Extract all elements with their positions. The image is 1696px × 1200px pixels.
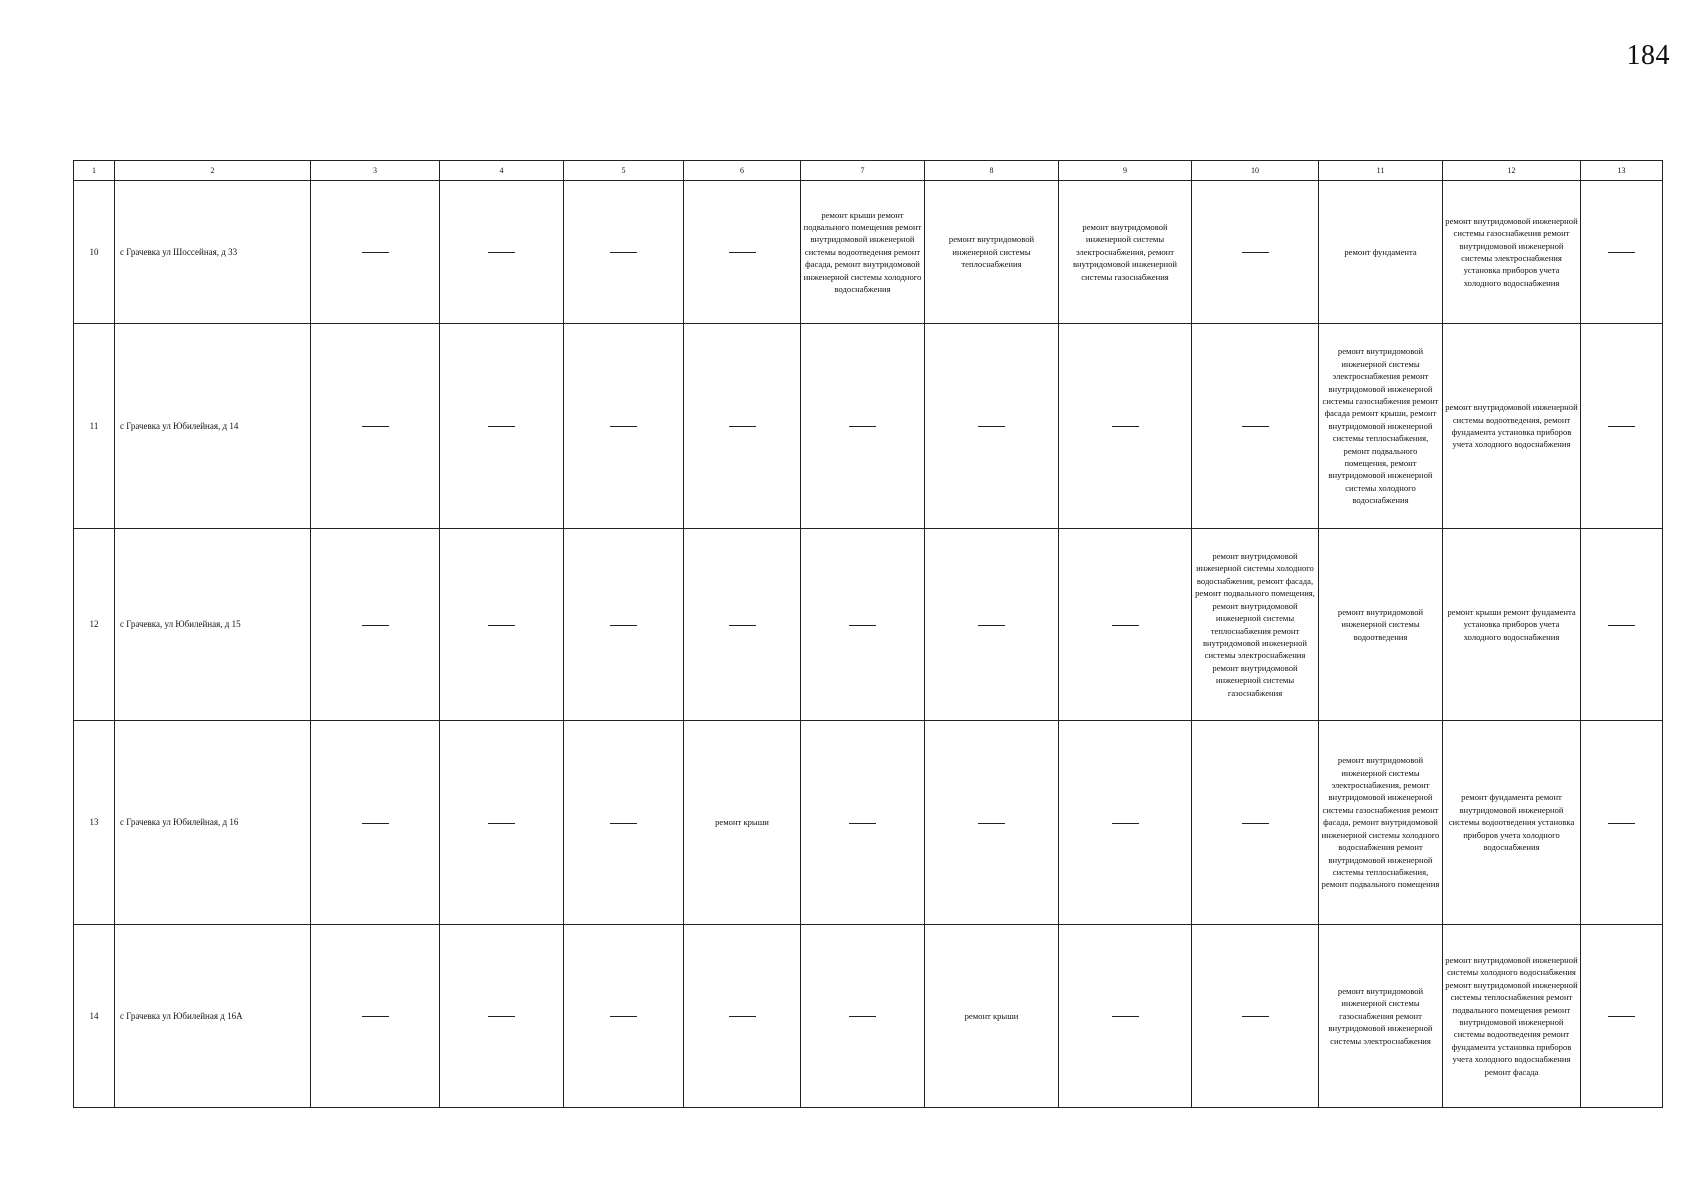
column-number: 8	[925, 161, 1059, 181]
column-number: 7	[801, 161, 925, 181]
dash-mark	[362, 625, 389, 626]
dash-mark	[978, 426, 1005, 427]
column-number: 11	[1319, 161, 1443, 181]
works-cell: ремонт крыши	[925, 925, 1059, 1108]
dash-mark	[1242, 1016, 1269, 1017]
repair-schedule-table	[73, 160, 1663, 1108]
column-number: 6	[684, 161, 801, 181]
dash-mark	[1112, 823, 1139, 824]
empty-cell	[1581, 721, 1663, 925]
works-cell: ремонт внутридомовой инженерной системы газоснабжения ремонт внутридомовой инженерной системы электроснабжения установка приборов учета холодного водоснабжения	[1443, 181, 1581, 324]
column-number: 3	[311, 161, 440, 181]
dash-mark	[488, 252, 515, 253]
column-number: 12	[1443, 161, 1581, 181]
column-number-row	[74, 161, 1663, 181]
address-cell: с Грачевка, ул Юбилейная, д 15	[115, 529, 311, 721]
dash-mark	[729, 625, 756, 626]
dash-mark	[1242, 252, 1269, 253]
empty-cell	[1059, 925, 1192, 1108]
address-cell: с Грачевка ул Юбилейная, д 16	[115, 721, 311, 925]
row-number: 10	[74, 181, 115, 324]
address-cell: с Грачевка ул Юбилейная, д 14	[115, 324, 311, 529]
empty-cell	[440, 529, 564, 721]
column-number: 10	[1192, 161, 1319, 181]
empty-cell	[311, 324, 440, 529]
works-cell: ремонт фундамента	[1319, 181, 1443, 324]
empty-cell	[311, 721, 440, 925]
empty-cell	[684, 324, 801, 529]
works-cell: ремонт внутридомовой инженерной системы электроснабжения ремонт внутридомовой инженерной системы газоснабжения ремонт фасада ремонт крыши, ремонт внутридомовой инженерной системы теплоснабжения, ремонт подвального помещения, ремонт внутридомовой инженерной системы холодного водоснабжения	[1319, 324, 1443, 529]
dash-mark	[849, 625, 876, 626]
works-cell: ремонт внутридомовой инженерной системы водоотведения, ремонт фундамента установка приборов учета холодного водоснабжения	[1443, 324, 1581, 529]
address-cell: с Грачевка ул Юбилейная д 16А	[115, 925, 311, 1108]
address-cell: с Грачевка ул Шоссейная, д 33	[115, 181, 311, 324]
empty-cell	[440, 324, 564, 529]
dash-mark	[1112, 426, 1139, 427]
empty-cell	[564, 925, 684, 1108]
dash-mark	[610, 252, 637, 253]
dash-mark	[610, 426, 637, 427]
empty-cell	[684, 181, 801, 324]
dash-mark	[1242, 823, 1269, 824]
dash-mark	[1608, 252, 1635, 253]
empty-cell	[1059, 324, 1192, 529]
dash-mark	[610, 823, 637, 824]
empty-cell	[440, 925, 564, 1108]
works-cell: ремонт внутридомовой инженерной системы водоотведения	[1319, 529, 1443, 721]
empty-cell	[1581, 529, 1663, 721]
dash-mark	[1112, 1016, 1139, 1017]
dash-mark	[729, 252, 756, 253]
works-cell: ремонт крыши	[684, 721, 801, 925]
row-number: 11	[74, 324, 115, 529]
column-number: 4	[440, 161, 564, 181]
column-number: 2	[115, 161, 311, 181]
works-cell: ремонт крыши ремонт фундамента установка приборов учета холодного водоснабжения	[1443, 529, 1581, 721]
empty-cell	[801, 925, 925, 1108]
dash-mark	[1608, 426, 1635, 427]
dash-mark	[1608, 1016, 1635, 1017]
empty-cell	[1192, 721, 1319, 925]
dash-mark	[362, 426, 389, 427]
empty-cell	[564, 324, 684, 529]
dash-mark	[610, 625, 637, 626]
dash-mark	[1242, 426, 1269, 427]
dash-mark	[849, 823, 876, 824]
empty-cell	[684, 925, 801, 1108]
empty-cell	[311, 529, 440, 721]
column-number: 1	[74, 161, 115, 181]
dash-mark	[610, 1016, 637, 1017]
empty-cell	[440, 721, 564, 925]
column-number: 9	[1059, 161, 1192, 181]
dash-mark	[978, 823, 1005, 824]
works-cell: ремонт внутридомовой инженерной системы холодного водоснабжения ремонт внутридомовой инженерной системы теплоснабжения ремонт подвального помещения ремонт внутридомовой инженерной системы водоотведения ремонт фундамента установка приборов учета холодного водоснабжения ремонт фасада	[1443, 925, 1581, 1108]
empty-cell	[1192, 925, 1319, 1108]
works-cell: ремонт внутридомовой инженерной системы электроснабжения, ремонт внутридомовой инженерной системы газоснабжения	[1059, 181, 1192, 324]
empty-cell	[684, 529, 801, 721]
empty-cell	[1581, 324, 1663, 529]
works-cell: ремонт внутридомовой инженерной системы электроснабжения, ремонт внутридомовой инженерной системы газоснабжения ремонт фасада, ремонт внутридомовой инженерной системы холодного водоснабжения ремонт внутридомовой инженерной системы теплоснабжения, ремонт подвального помещения	[1319, 721, 1443, 925]
dash-mark	[1608, 625, 1635, 626]
dash-mark	[1112, 625, 1139, 626]
dash-mark	[849, 1016, 876, 1017]
dash-mark	[362, 1016, 389, 1017]
works-cell: ремонт фундамента ремонт внутридомовой инженерной системы водоотведения установка приборов учета холодного водоснабжения	[1443, 721, 1581, 925]
empty-cell	[925, 721, 1059, 925]
table-body	[74, 181, 1663, 1108]
empty-cell	[1581, 181, 1663, 324]
dash-mark	[488, 625, 515, 626]
works-cell: ремонт крыши ремонт подвального помещения ремонт внутридомовой инженерной системы водоотведения ремонт фасада, ремонт внутридомовой инженерной системы холодного водоснабжения	[801, 181, 925, 324]
dash-mark	[1608, 823, 1635, 824]
works-cell: ремонт внутридомовой инженерной системы газоснабжения ремонт внутридомовой инженерной системы электроснабжения	[1319, 925, 1443, 1108]
empty-cell	[801, 529, 925, 721]
empty-cell	[564, 721, 684, 925]
dash-mark	[362, 252, 389, 253]
empty-cell	[311, 925, 440, 1108]
empty-cell	[925, 529, 1059, 721]
column-number: 5	[564, 161, 684, 181]
empty-cell	[564, 181, 684, 324]
table-row	[74, 324, 1663, 529]
empty-cell	[1059, 721, 1192, 925]
table-row	[74, 181, 1663, 324]
page-number: 184	[1626, 40, 1670, 71]
dash-mark	[978, 625, 1005, 626]
empty-cell	[1192, 324, 1319, 529]
table-row	[74, 925, 1663, 1108]
table-row	[74, 529, 1663, 721]
table-row	[74, 721, 1663, 925]
empty-cell	[564, 529, 684, 721]
empty-cell	[311, 181, 440, 324]
dash-mark	[488, 426, 515, 427]
column-number: 13	[1581, 161, 1663, 181]
empty-cell	[1192, 181, 1319, 324]
empty-cell	[801, 721, 925, 925]
empty-cell	[925, 324, 1059, 529]
empty-cell	[1581, 925, 1663, 1108]
empty-cell	[801, 324, 925, 529]
empty-cell	[440, 181, 564, 324]
empty-cell	[1059, 529, 1192, 721]
row-number: 14	[74, 925, 115, 1108]
works-cell: ремонт внутридомовой инженерной системы теплоснабжения	[925, 181, 1059, 324]
dash-mark	[729, 1016, 756, 1017]
works-cell: ремонт внутридомовой инженерной системы холодного водоснабжения, ремонт фасада, ремонт подвального помещения, ремонт внутридомовой инженерной системы теплоснабжения ремонт внутридомовой инженерной системы электроснабжения ремонт внутридомовой инженерной системы газоснабжения	[1192, 529, 1319, 721]
dash-mark	[849, 426, 876, 427]
dash-mark	[488, 823, 515, 824]
row-number: 12	[74, 529, 115, 721]
dash-mark	[362, 823, 389, 824]
dash-mark	[488, 1016, 515, 1017]
row-number: 13	[74, 721, 115, 925]
dash-mark	[729, 426, 756, 427]
